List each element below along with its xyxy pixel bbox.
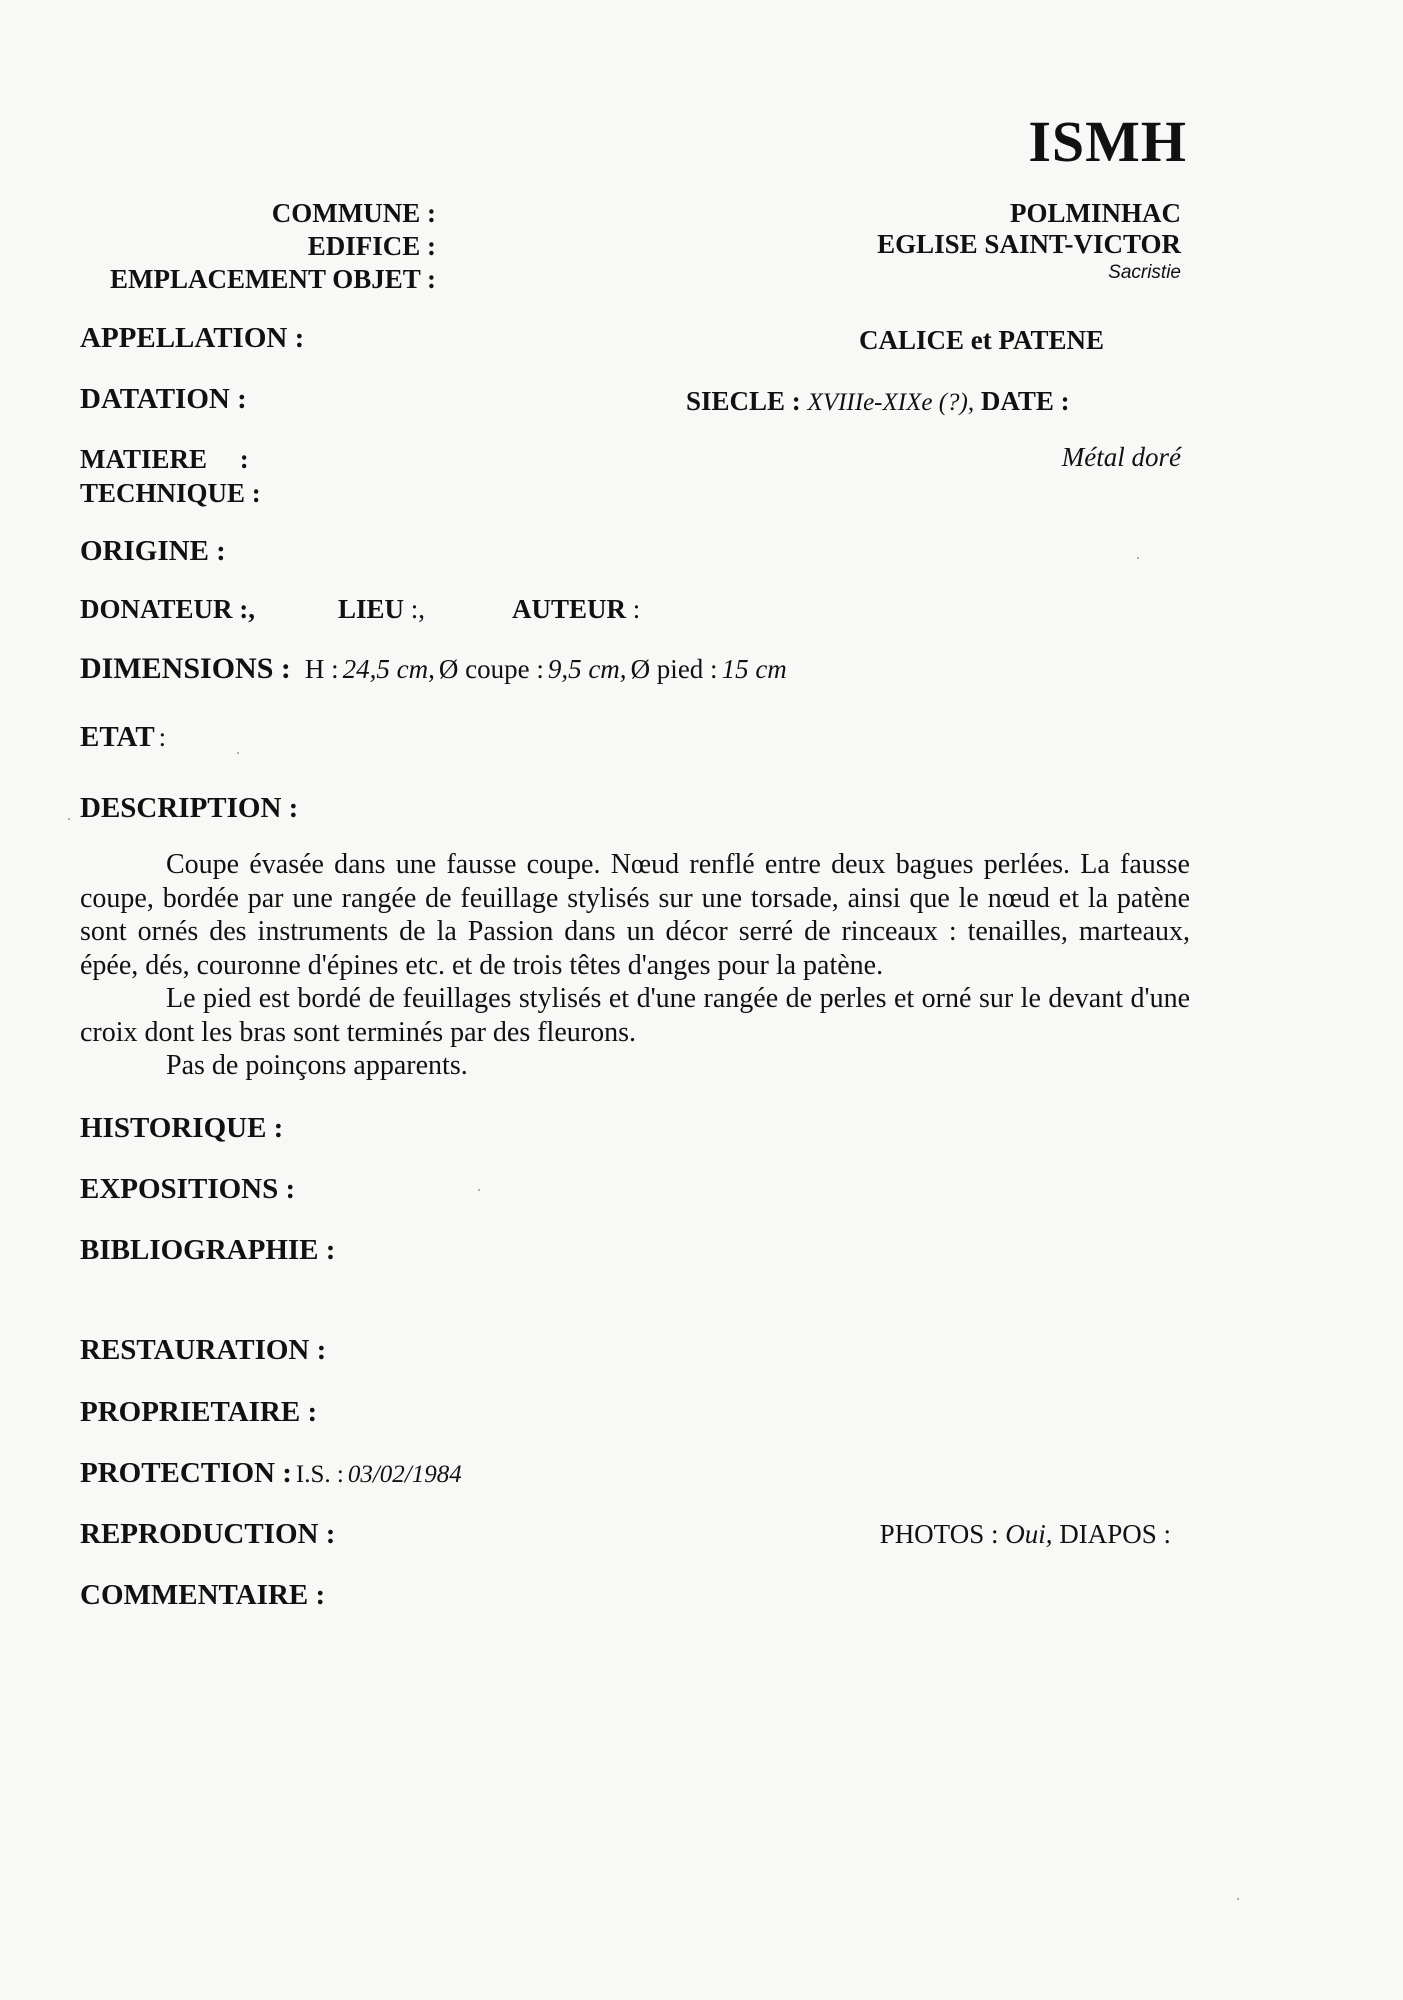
description-text <box>80 848 1190 1083</box>
auteur-field <box>512 594 640 625</box>
proprietaire-label: PROPRIETAIRE : <box>80 1396 318 1428</box>
appellation-value: CALICE et PATENE <box>859 325 1105 355</box>
historique-label: HISTORIQUE : <box>80 1112 284 1144</box>
protection-date: 03/02/1984 <box>347 1461 462 1488</box>
matiere-value: Métal doré <box>1061 442 1181 472</box>
siecle-label: SIECLE : <box>686 386 801 416</box>
datation-siecle <box>686 386 1070 417</box>
dim-coupe-value: 9,5 cm, <box>547 654 627 684</box>
commune-label: COMMUNE : <box>271 198 436 228</box>
date-label: DATE : <box>980 386 1070 416</box>
etat-label: ETAT <box>80 721 155 753</box>
expositions-label: EXPOSITIONS : <box>80 1173 296 1205</box>
description-paragraph: Pas de poinçons apparents. <box>166 1050 468 1081</box>
commentaire-label: COMMENTAIRE : <box>80 1579 326 1611</box>
auteur-label: AUTEUR <box>512 594 627 624</box>
etat-suffix: : <box>158 722 167 752</box>
etat-row <box>80 721 166 754</box>
protection-label: PROTECTION : <box>80 1457 292 1489</box>
dimensions-label: DIMENSIONS : <box>80 652 291 685</box>
dim-coupe-label: Ø coupe : <box>438 654 544 684</box>
matiere-label: MATIERE : <box>80 444 249 474</box>
description-label: DESCRIPTION : <box>80 792 299 824</box>
paper-speck <box>1237 1898 1239 1900</box>
datation-label: DATATION : <box>80 383 247 415</box>
photos-row <box>880 1519 1171 1550</box>
paper-speck <box>68 818 70 820</box>
technique-label: TECHNIQUE : <box>80 478 261 508</box>
paper-speck <box>237 752 239 754</box>
dim-h-value: 24,5 cm, <box>342 654 435 684</box>
origine-label: ORIGINE : <box>80 535 226 567</box>
paper-speck <box>1137 557 1139 559</box>
lieu-label: LIEU <box>338 594 405 624</box>
photos-value: Oui, <box>1005 1519 1053 1549</box>
dim-pied-label: Ø pied : <box>630 654 718 684</box>
emplacement-value: Sacristie <box>1108 262 1181 283</box>
paper-speck <box>478 1189 480 1191</box>
edifice-label: EDIFICE : <box>307 231 436 261</box>
description-paragraph: Le pied est bordé de feuillages stylisés et d'une rangée de perles et orné sur le devant d'une croix dont les bras sont terminés par des fleurons. <box>80 983 1190 1048</box>
photos-label: PHOTOS : <box>879 1519 999 1549</box>
edifice-value: EGLISE SAINT-VICTOR <box>877 229 1181 259</box>
reproduction-label: REPRODUCTION : <box>80 1518 336 1550</box>
lieu-field <box>338 594 425 625</box>
dimensions-row <box>80 652 787 686</box>
siecle-value: XVIIIe-XIXe (?), <box>807 389 975 416</box>
protection-row <box>80 1457 462 1490</box>
appellation-label: APPELLATION : <box>80 322 305 354</box>
diapos-label: DIAPOS : <box>1059 1519 1171 1549</box>
auteur-suffix: : <box>632 594 641 624</box>
document-code: ISMH <box>1028 109 1187 174</box>
protection-is-label: I.S. : <box>295 1461 344 1488</box>
restauration-label: RESTAURATION : <box>80 1334 327 1366</box>
donateur-label: DONATEUR :, <box>80 594 255 624</box>
commune-value: POLMINHAC <box>1010 198 1181 228</box>
dim-h-label: H : <box>304 654 339 684</box>
lieu-suffix: :, <box>410 594 426 624</box>
description-paragraph: Coupe évasée dans une fausse coupe. Nœud renflé entre deux bagues perlées. La fausse coupe, bordée par une rangée de feuillage stylisés sur une torsade, ainsi que le nœud et la patène sont ornés des instruments de la Passion dans un décor serré de rinceaux : tenailles, marteaux, épée, dés, couronne d'épines etc. et de trois têtes d'anges pour la patène. <box>80 849 1190 981</box>
bibliographie-label: BIBLIOGRAPHIE : <box>80 1234 336 1266</box>
dim-pied-value: 15 cm <box>721 654 787 684</box>
emplacement-label: EMPLACEMENT OBJET : <box>109 264 436 294</box>
